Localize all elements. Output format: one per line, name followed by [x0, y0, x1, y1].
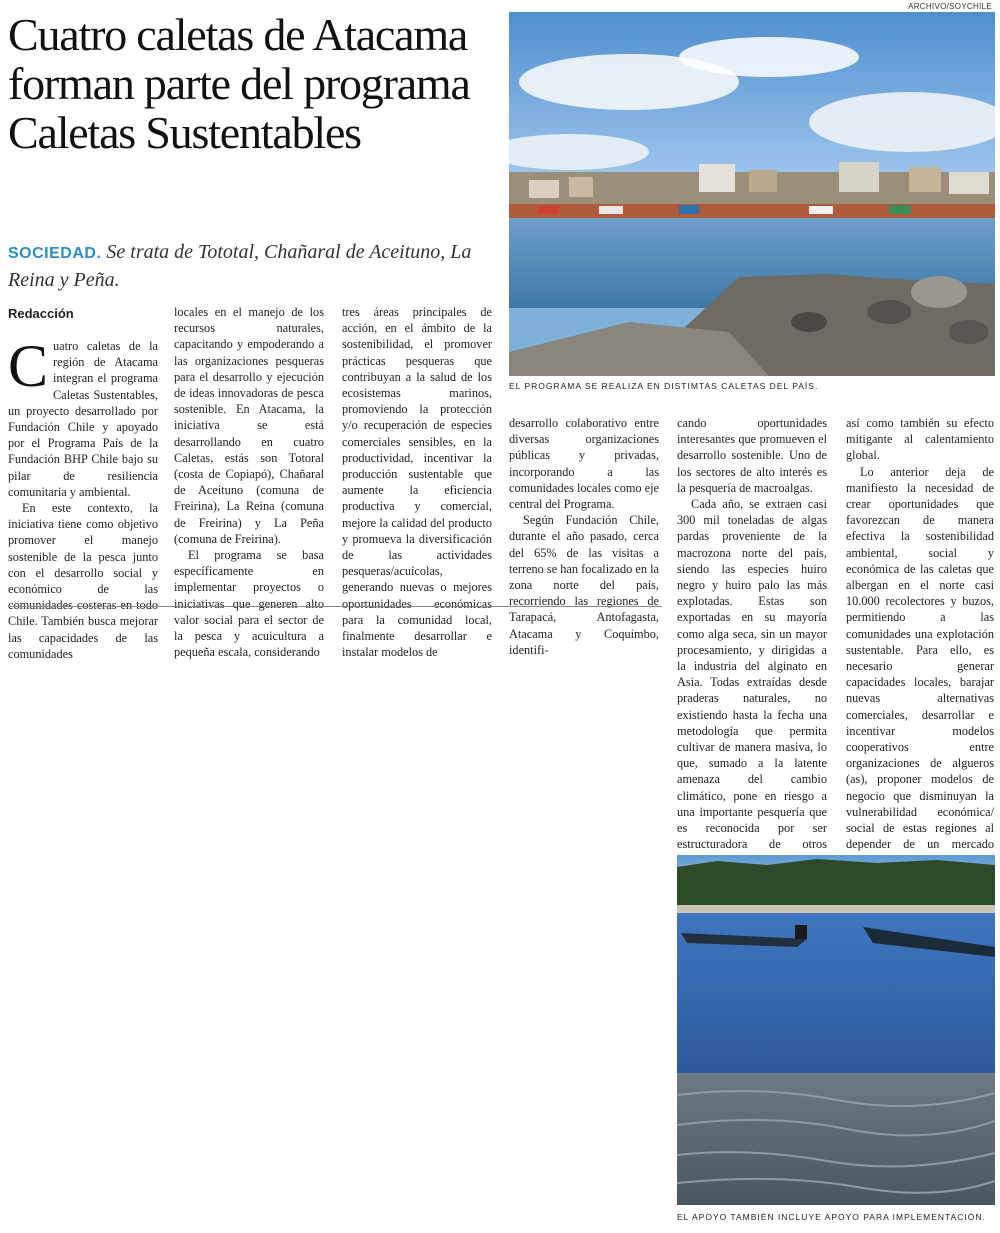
dek: [8, 239, 500, 293]
headline: Cuatro caletas de Atacama forman parte del programa Caletas Sustentables: [8, 9, 470, 158]
paragraph: cando oportunidades interesantes que promueven el desarrollo sostenible. Uno de los sectores de alto interés es la pesquería de macroalgas.: [677, 416, 827, 495]
paragraph: En este contexto, la iniciativa tiene como objetivo promover el manejo sostenible de la pesca junto con el desarrollo social y económico de las comunidades costeras en todo Chile. También busca mejorar las capacidades de las comunidades: [8, 501, 158, 661]
paragraph: El programa se basa específicamente en implementar proyectos o iniciativas que generen alto valor social para el sector de la pesca y acuicultura a pequeña escala, considerando: [174, 548, 324, 660]
top-photo: [509, 12, 995, 376]
section-label: SOCIEDAD.: [8, 245, 102, 262]
top-photo-caption: EL PROGRAMA SE REALIZA EN DISTIMTAS CALETAS DEL PAÍS.: [509, 381, 819, 391]
paragraph: Cuatro caletas de la región de Atacama integran el programa Caletas Sustentables, un proyecto desarrollado por Fundación Chile y apoyado por el Programa País de la Fundación BHP Chile bajo su pilar de resiliencia comunitaria y ambiental.: [8, 333, 158, 499]
dropcap: C: [8, 333, 49, 399]
dek-text: Se trata de Tototal, Chañaral de Aceituno, La Reina y Peña.: [8, 241, 472, 291]
column-4: [509, 415, 659, 658]
paragraph: locales en el manejo de los recursos naturales, capacitando y empoderando a las organizaciones pesqueras para el desarrollo y ejecución de ideas innovadoras de pesca sostenible. En Atacama, la iniciativa se está desarrollando en cuatro Caletas, estás son Totoral (costa de Copiapó), Chañaral de Aceituno (comuna de Freirina), La Reina (comuna de Freirina) y La Peña (comuna de Freirina).: [174, 305, 324, 546]
paragraph: Cada año, se extraen casi 300 mil toneladas de algas pardas proveniente de la macrozona norte del país, siendo las especies huiro negro y huiro palo las más explotadas. Estas son exportadas en su mayoría como alga seca, sin un mayor procesamiento, y dirigidas a la industria del alginato en Asia. Todas extraídas desde praderas naturales, no existiendo hasta la fecha una metodología que permita cultivar de manera masiva, lo que, sumado a la latente amenaza del cambio climático, pone en riesgo a una importante pesquería que es reconocida por ser estructuradora de otros: [677, 497, 827, 852]
paragraph: así como también su efecto mitigante al calentamiento global.: [846, 416, 994, 463]
column-divider: [8, 606, 662, 607]
column-1: [8, 333, 158, 662]
paragraph: tres áreas principales de acción, en el ámbito de la sostenibilidad, el promover prácticas pesqueras que contribuyan a la salud de los ecosistemas marinos, promoviendo la protección y/o recuperación de especies comerciales sensibles, en la productividad, incentivar la producción sustentable que aumente la eficiencia productiva y comercial, mejore la calidad del producto y promueva la diversificación de las actividades pesqueras/acuícolas, generando nuevas o mejores oportunidades económicas para la comunidad local, finalmente desarrollar e instalar modelos de: [342, 305, 492, 660]
column-5: [677, 415, 827, 917]
lagoon-photo-illustration: [677, 855, 995, 1205]
paragraph: Según Fundación Chile, durante el año pasado, cerca del 65% de las visitas a terreno se han focalizado en la zona norte del país, recorriendo las regiones de Tarapacá, Antofagasta, Atacama y Coquimbo, identifi-: [509, 513, 659, 657]
harbor-photo-illustration: [509, 12, 995, 376]
photo-credit: ARCHIVO/SOYCHILE: [908, 2, 992, 11]
bottom-photo: [677, 855, 995, 1205]
byline: Redacción: [8, 306, 74, 321]
bottom-photo-caption: EL APOYO TAMBIÉN INCLUYE APOYO PARA IMPLEMENTACIÓN.: [677, 1212, 986, 1222]
paragraph: desarrollo colaborativo entre diversas organizaciones públicas y privadas, incorporando a las comunidades locales como eje central del Programa.: [509, 416, 659, 512]
paragraph: Lo anterior deja de manifiesto la necesidad de crear oportunidades que favorezcan de manera efectiva la sostenibilidad ambiental, social y económica de las caletas que albergan en el norte casi 10.000 recolectores y buzos, permitiendo a las comunidades una explotación sustentable. Para ello, es necesario generar capacidades locales, barajar nuevas alternativas comerciales, desarrollar e incentivar modelos cooperativos entre organizaciones de algueros (as), proponer modelos de negocio que disminuyan la vulnerabilidad económica/ social de estas regiones al depender de un mercado: [846, 464, 994, 950]
